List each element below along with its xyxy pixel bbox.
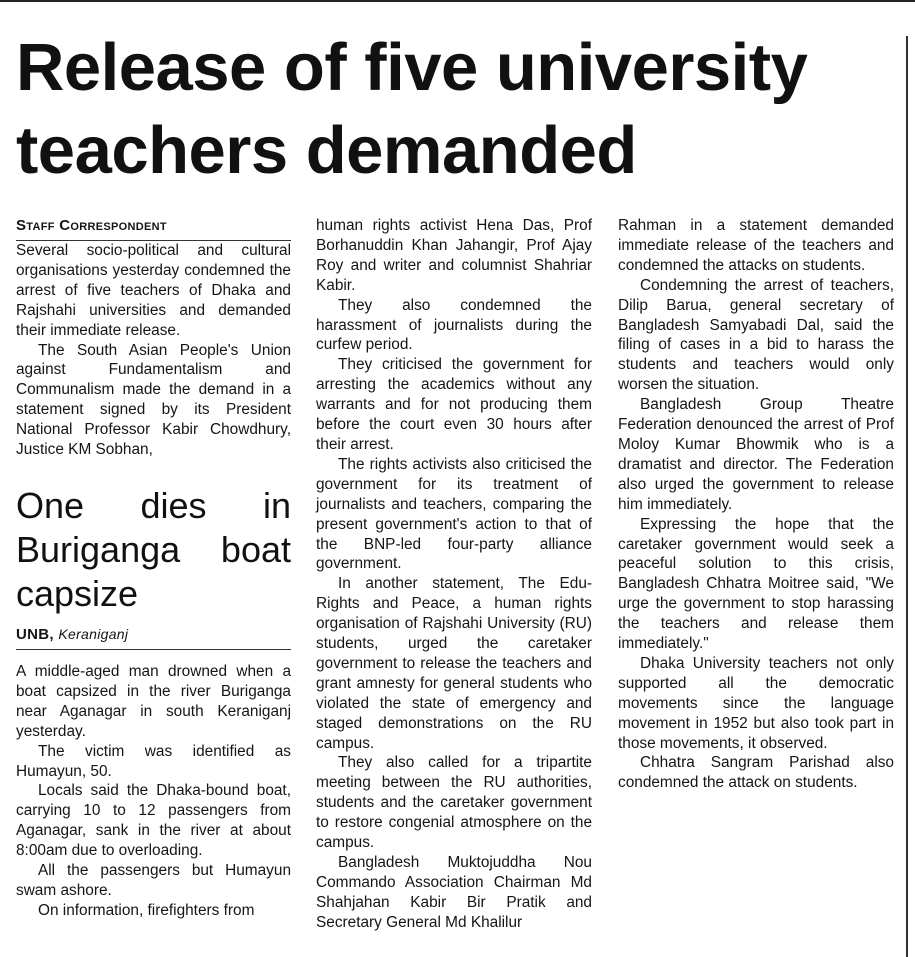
paragraph: Bangladesh Group Theatre Federation denounced the arrest of Prof Moloy Kumar Bhowmik who is a dramatist and director. The Federation also urged the government to release him immediately.: [618, 396, 894, 513]
column-1: [16, 216, 291, 921]
headline-line-2: teachers demanded: [16, 113, 637, 188]
byline: Staff Correspondent: [16, 216, 291, 241]
paragraph: They also called for a tripartite meeting between the RU authorities, students and the caretaker government to restore congenial atmosphere on the campus.: [316, 754, 592, 852]
top-rule: [0, 0, 915, 2]
paragraph: Expressing the hope that the caretaker government would seek a peaceful solution to this crisis, Bangladesh Chhatra Moitree said, "We urge the government to stop harassing the teachers and release them immediately.": [618, 515, 894, 653]
paragraph: They also condemned the harassment of journalists during the curfew period.: [316, 296, 592, 354]
column-rule: [906, 36, 908, 957]
paragraph: In another statement, The Edu-Rights and Peace, a human rights organisation of Rajshahi University (RU) students, urged the caretaker government to release the teachers and grant amnesty for general students who violated the state of emergency and staged demonstrations on the RU campus.: [316, 575, 592, 752]
headline-line-1: Release of five university: [16, 30, 808, 105]
paragraph: Several socio-political and cultural organisations yesterday condemned the arrest of five teachers of Dhaka and Rajshahi universities and demanded their immediate release.: [16, 242, 291, 339]
paragraph: Locals said the Dhaka-bound boat, carrying 10 to 12 passengers from Aganagar, sank in the river at about 8:00am due to overloading.: [16, 782, 291, 860]
paragraph: The victim was identified as Humayun, 50.: [16, 742, 291, 780]
paragraph: Bangladesh Muktojuddha Nou Commando Association Chairman Md Shahjahan Kabir Bir Pratik and Secretary General Md Khalilur: [316, 854, 592, 931]
paragraph: The South Asian People's Union against Fundamentalism and Communalism made the demand in a statement signed by its President National Professor Kabir Chowdhury, Justice KM Sobhan,: [16, 341, 291, 459]
paragraph: On information, firefighters from: [38, 901, 255, 919]
paragraph: human rights activist Hena Das, Prof Borhanuddin Khan Jahangir, Prof Ajay Roy and writer and columnist Shahriar Kabir.: [316, 217, 592, 294]
paragraph: They criticised the government for arresting the academics without any warrants and for not producing them before the court even 30 hours after their arrest.: [316, 356, 592, 453]
secondary-headline: One dies in Buriganga boat capsize: [16, 484, 291, 614]
paragraph: The rights activists also criticised the government for its treatment of journalists and teachers, comparing the present government's action to that of the BNP-led four-party alliance government.: [316, 455, 592, 573]
paragraph: Rahman in a statement demanded immediate release of the teachers and condemned the attacks on students.: [618, 217, 894, 274]
paragraph: Chhatra Sangram Parishad also condemned the attack on students.: [618, 754, 894, 792]
paragraph: A middle-aged man drowned when a boat capsized in the river Buriganga near Aganagar in south Keraniganj yesterday.: [16, 662, 291, 740]
column-3: [618, 216, 894, 793]
paragraph: All the passengers but Humayun swam ashore.: [16, 862, 291, 899]
paragraph: Condemning the arrest of teachers, Dilip Barua, general secretary of Bangladesh Samyabadi Dal, said the filing of cases in a bid to harass the students and teachers would only worsen the situation.: [618, 276, 894, 394]
paragraph: Dhaka University teachers not only supported all the democratic movements since the language movement in 1952 but also took part in those movements, it observed.: [618, 654, 894, 752]
main-headline: [16, 26, 896, 192]
byline-unb: UNB, Keraniganj: [16, 624, 291, 650]
column-2: [316, 216, 592, 933]
